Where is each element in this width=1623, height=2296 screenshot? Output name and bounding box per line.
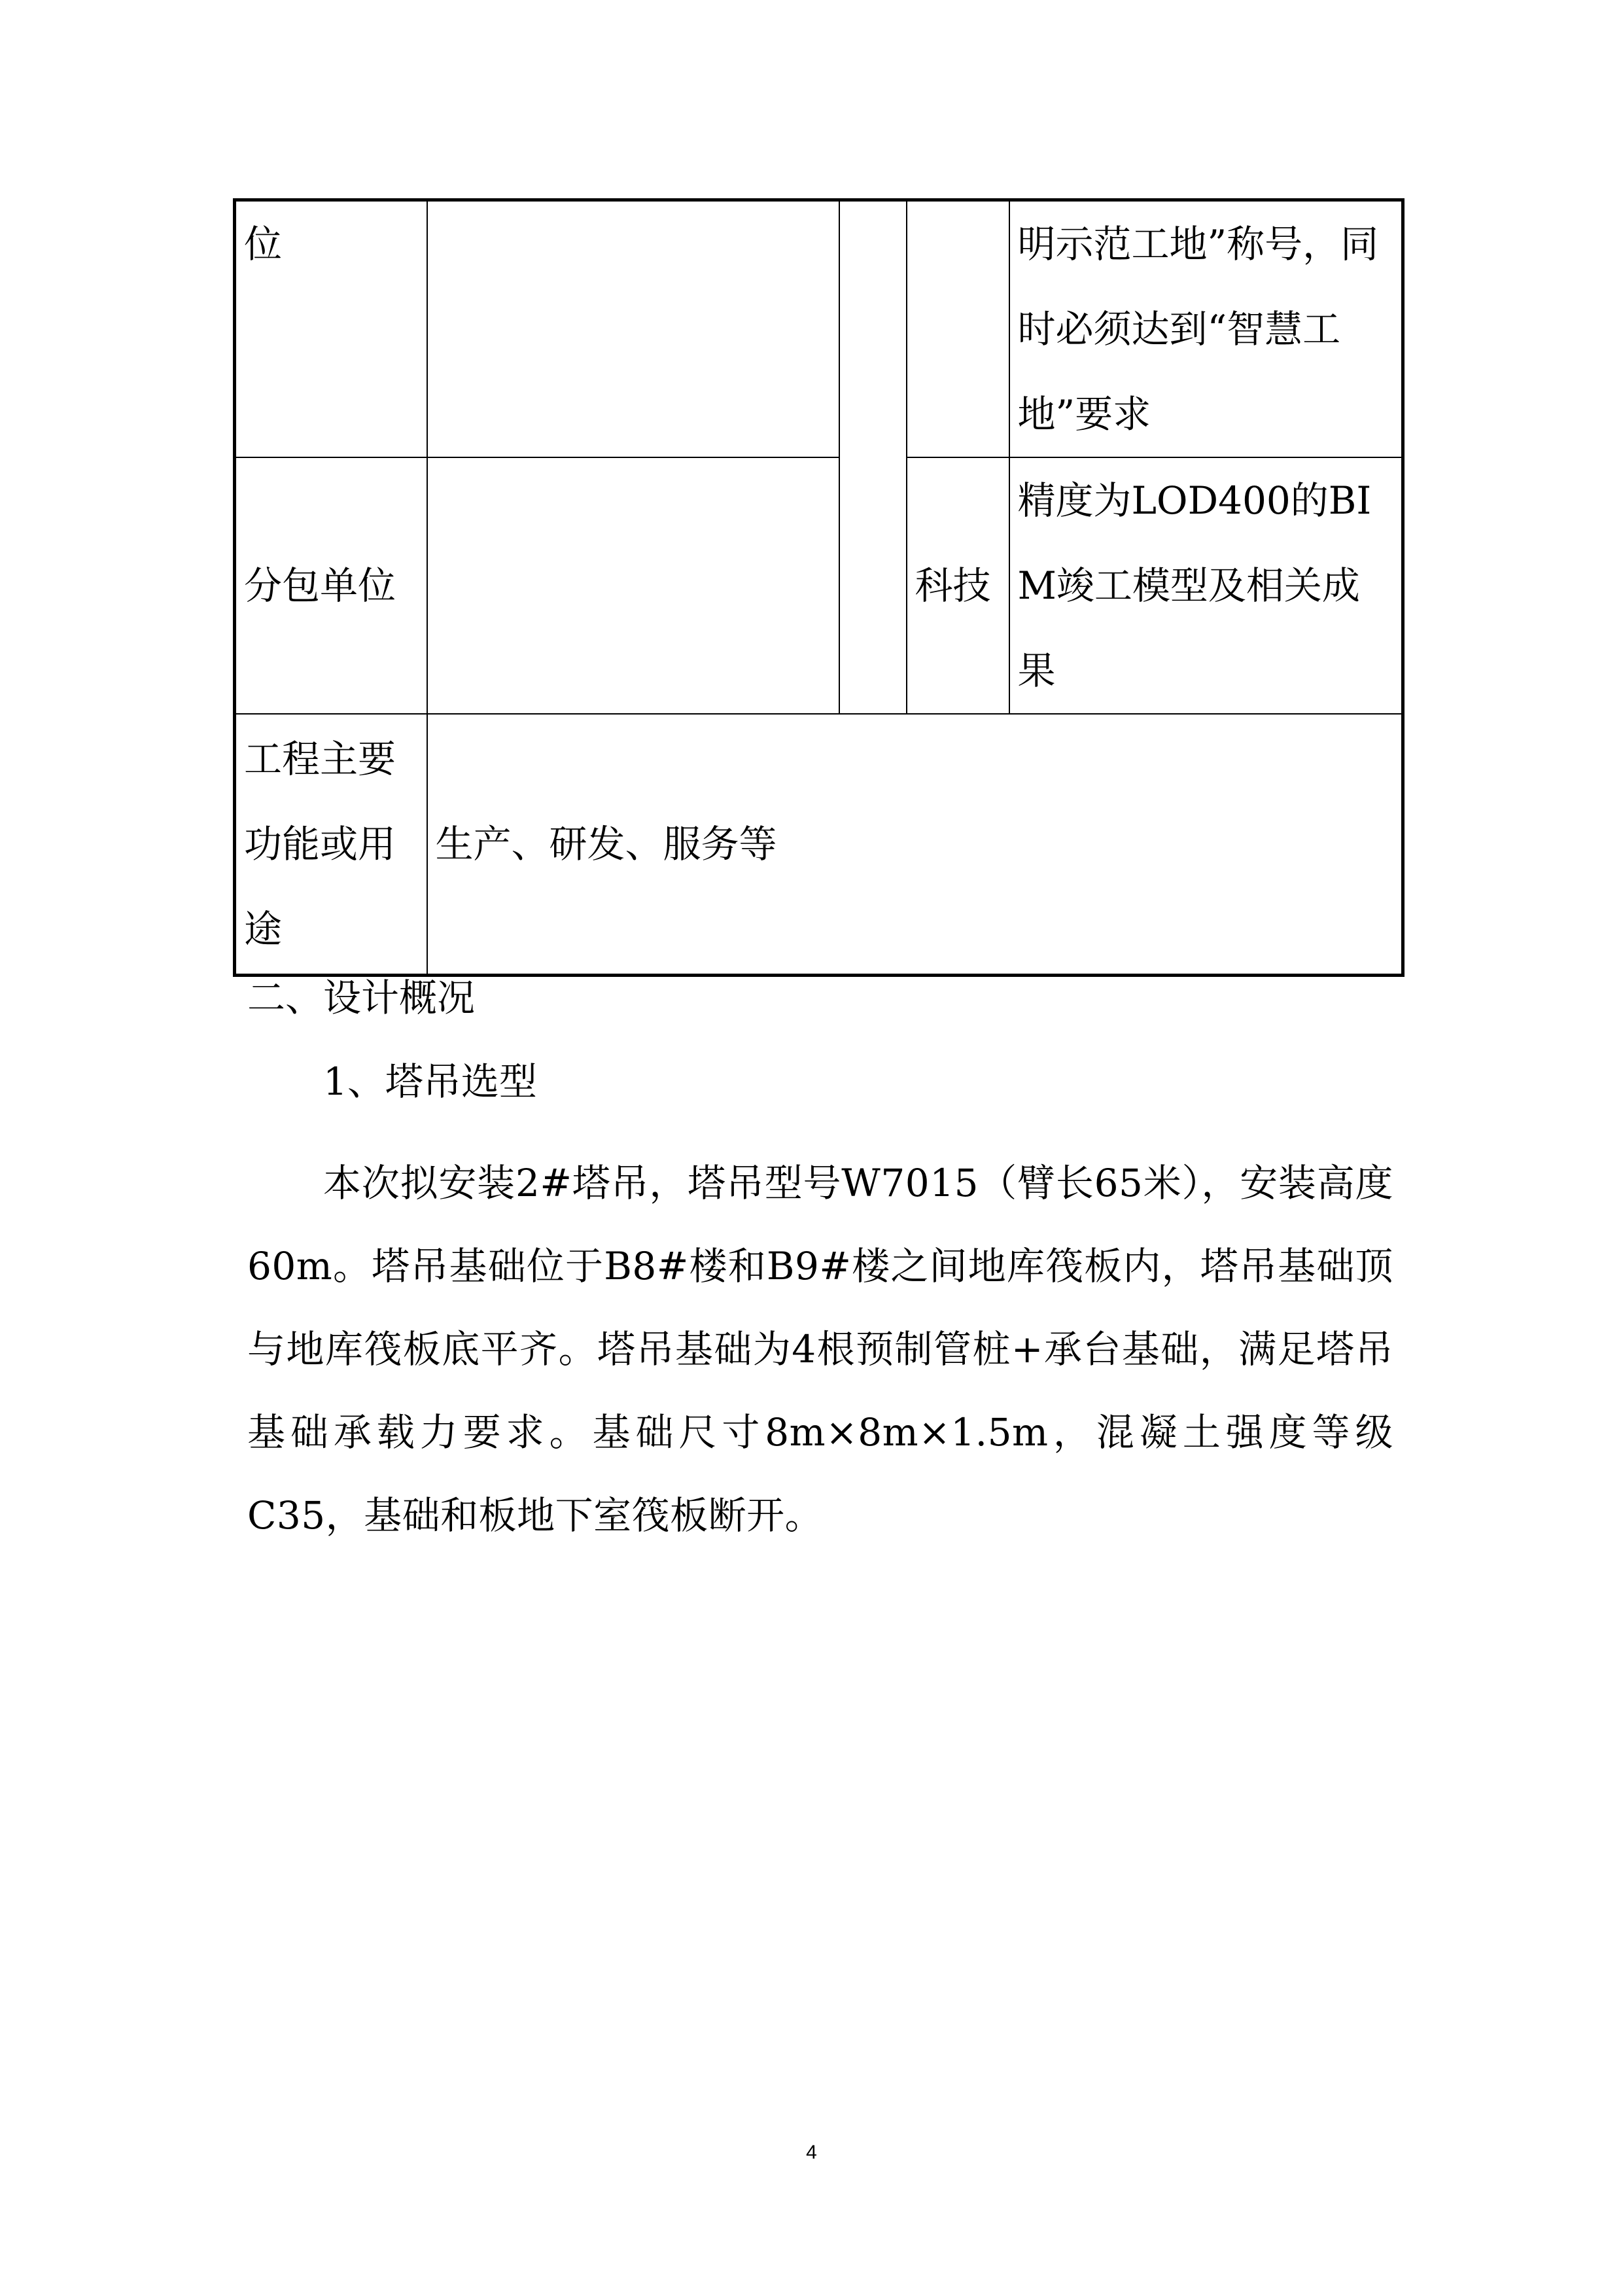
row2-value-cell — [427, 457, 839, 714]
table-row — [235, 457, 1403, 714]
project-info-table — [233, 198, 1405, 977]
row1-label-cell — [235, 200, 427, 458]
table-row — [235, 714, 1403, 976]
row3-value-cell — [427, 714, 1403, 976]
sub-heading: 1、塔吊选型 — [323, 1059, 537, 1104]
row2-right-value-cell — [1009, 457, 1403, 714]
table-row — [235, 200, 1403, 458]
page-number: 4 — [806, 2142, 817, 2163]
section-heading: 二、设计概况 — [247, 976, 476, 1020]
row1-right-value-cell — [1009, 200, 1403, 458]
row2-label: 分包单位 — [244, 563, 396, 608]
row3-label-cell — [235, 714, 427, 976]
row1-value-cell — [427, 200, 839, 458]
row1-right-value: 明示范工地”称号，同时必须达到“智慧工地”要求 — [1017, 222, 1379, 436]
row1-right-label-cell — [907, 200, 1009, 458]
merged-blank-cell — [839, 200, 907, 715]
row2-right-label: 科技 — [915, 563, 991, 608]
row2-right-label-cell — [907, 457, 1009, 714]
row2-label-cell — [235, 457, 427, 714]
row3-label: 工程主要功能或用途 — [244, 737, 396, 951]
row1-label: 位 — [244, 222, 283, 266]
row3-value: 生产、研发、服务等 — [435, 822, 777, 866]
row2-right-value: 精度为LOD400的BIM竣工模型及相关成果 — [1017, 478, 1372, 693]
body-paragraph: 本次拟安装2#塔吊，塔吊型号W7015（臂长65米），安装高度60m。塔吊基础位于B8#楼和B9#楼之间地库筏板内，塔吊基础顶与地库筏板底平齐。塔吊基础为4根预制管桩+承台基础，满足塔吊基础承载力要求。基础尺寸8m×8m×1.5m，混凝土强度等级C35，基础和板地下室筏板断开。 — [247, 1161, 1393, 1538]
